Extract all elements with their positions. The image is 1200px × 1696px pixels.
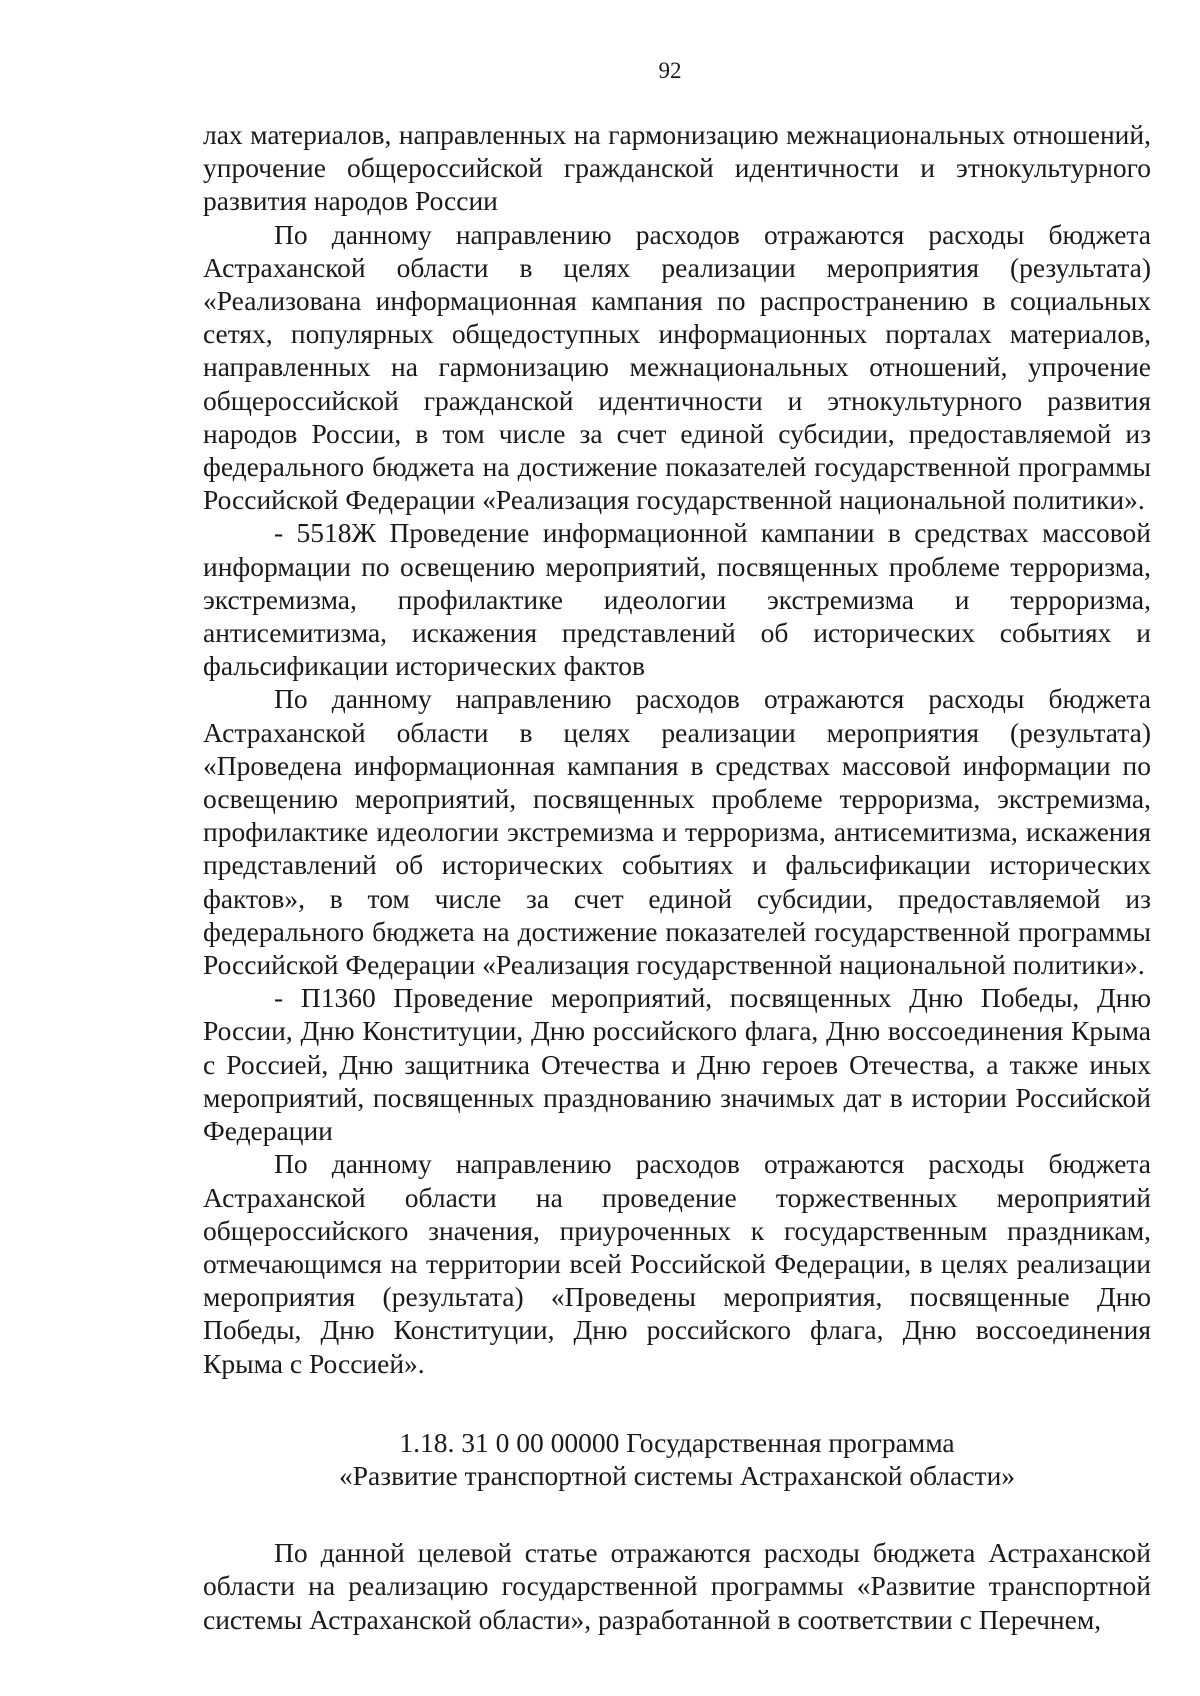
section-heading [203,1426,1151,1492]
paragraph-code-5518zh: - 5518Ж Проведение информационной кампании в средствах массовой информации по освещению мероприятий, посвященных проблеме терроризма, экстремизма, профилактике идеологии экстремизма и терроризма, антисемитизма, искажения представлений об исторических событиях и фальсификации исторических фактов [203,517,1151,682]
section-heading-line-2: «Развитие транспортной системы Астраханской области» [338,1459,1016,1491]
paragraph-code-p1360: - П1360 Проведение мероприятий, посвященных Дню Победы, Дню России, Дню Конституции, Дню российского флага, Дню воссоединения Крыма с Россией, Дню защитника Отечества и Дню героев Отечества, а также иных мероприятий, посвященных празднованию значимых дат в истории Российской Федерации [203,982,1151,1147]
page-number: 92 [658,58,682,83]
document-body [203,118,1151,1636]
paragraph: По данному направлению расходов отражаются расходы бюджета Астраханской области в целях реализации мероприятия (результата) «Реализована информационная кампания по распространению в социальных сетях, популярных общедоступных информационных порталах материалов, направленных на гармонизацию межнациональных отношений, упрочение общероссийской гражданской идентичности и этнокультурного развития народов России, в том числе за счет единой субсидии, предоставляемой из федерального бюджета на достижение показателей государственной программы Российской Федерации «Реализация государственной национальной политики». [203,218,1151,516]
paragraph: По данному направлению расходов отражаются расходы бюджета Астраханской области в целях реализации мероприятия (результата) «Проведена информационная кампания в средствах массовой информации по освещению мероприятий, посвященных проблеме терроризма, экстремизма, профилактике идеологии экстремизма и терроризма, антисемитизма, искажения представлений об исторических событиях и фальсификации исторических фактов», в том числе за счет единой субсидии, предоставляемой из федерального бюджета на достижение показателей государственной программы Российской Федерации «Реализация государственной национальной политики». [203,683,1151,981]
paragraph: По данной целевой статье отражаются расходы бюджета Астраханской области на реализацию государственной программы «Развитие транспортной системы Астраханской области», разработанной в соответствии с Перечнем, [203,1537,1151,1635]
paragraph-continuation: лах материалов, направленных на гармонизацию межнациональных отношений, упрочение общероссийской гражданской идентичности и этнокультурного развития народов России [203,119,1151,217]
paragraph: По данному направлению расходов отражаются расходы бюджета Астраханской области на проведение торжественных мероприятий общероссийского значения, приуроченных к государственным праздникам, отмечающимся на территории всей Российской Федерации, в целях реализации мероприятия (результата) «Проведены мероприятия, посвященные Дню Победы, Дню Конституции, Дню российского флага, Дню воссоединения Крыма с Россией». [203,1148,1151,1379]
section-heading-line-1: 1.18. 31 0 00 00000 Государственная программа [399,1426,955,1458]
